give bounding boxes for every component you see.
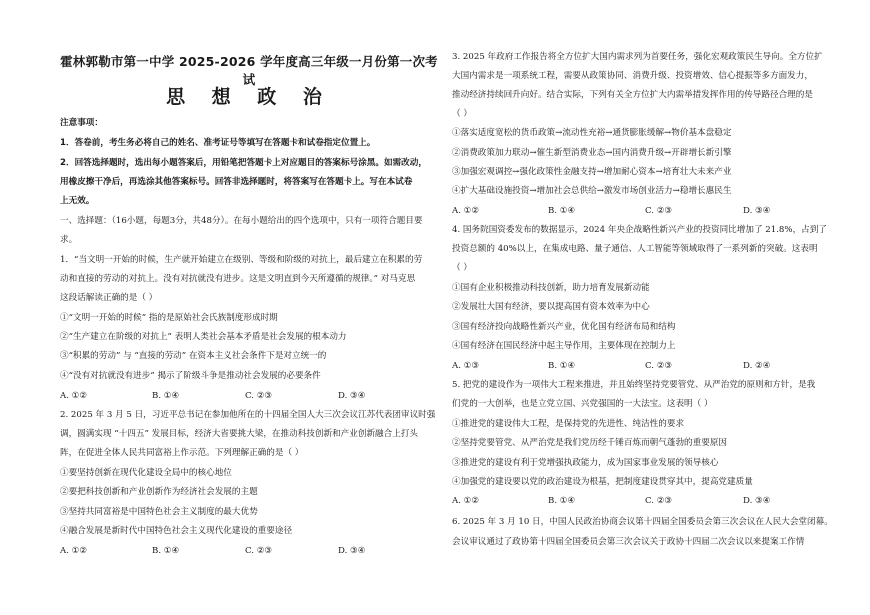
section-instructions-1: 一、选择题：（16小题，每题3分，共48分）。在每小题给出的四个选项中，只有一项符合题目要 <box>60 216 423 226</box>
q2-option-a: A. ①② <box>60 546 88 556</box>
q3-option-c: C. ②③ <box>645 206 673 216</box>
q3-stem-3: 推动经济持续回升向好。结合实际，下列有关全方位扩大内需举措发挥作用的传导路径合理的是 <box>452 90 813 100</box>
q6-stem-2: 会议审议通过了政协第十四届全国委员会第三次会议关于政协十四届二次会议以来提案工作情 <box>452 537 805 547</box>
q4-stem-2: 投资总额的 40%以上，在集成电路、量子通信、人工智能等领域取得了一系列新的突破。这表明 <box>452 244 818 254</box>
section-instructions-2: 求。 <box>60 235 78 245</box>
q3-statement-4: ④扩大基础设施投资→增加社会总供给→激发市场创业活力→稳增长惠民生 <box>452 186 732 196</box>
q3-option-b: B. ①④ <box>548 206 576 216</box>
q3-statement-2: ②消费政策加力联动→催生新型消费业态→国内消费升级→开辟增长新引擎 <box>452 148 732 158</box>
q2-option-c: C. ②③ <box>245 546 273 556</box>
q2-option-d: D. ③④ <box>338 546 366 556</box>
q1-stem-1: 1．“当文明一开始的时候，生产就开始建立在级别、等级和阶级的对抗上，最后建立在积累的劳 <box>60 255 423 265</box>
note-2-line-3: 上无效。 <box>60 196 95 206</box>
notes-heading: 注意事项： <box>60 118 103 128</box>
q4-statement-2: ②发展壮大国有经济，要以提高国有资本效率为中心 <box>452 302 650 312</box>
q5-option-c: C. ②③ <box>645 496 673 506</box>
q1-stem-2: 动和直接的劳动的对抗上。没有对抗就没有进步。这是文明直到今天所遵循的规律。” 对马克思 <box>60 274 416 284</box>
q3-stem-2: 大国内需求是一项系统工程，需要从政策协同、消费升级、投资增效、信心提振等多方面发力， <box>452 71 813 81</box>
q4-option-b: B. ①④ <box>548 361 576 371</box>
q5-option-d: D. ③④ <box>743 496 771 506</box>
q2-option-b: B. ①④ <box>152 546 180 556</box>
note-2-line-1: 2．回答选择题时，选出每小题答案后，用铅笔把答题卡上对应题目的答案标号涂黑。如需改动， <box>60 158 427 168</box>
q1-statement-3: ③“积累的劳动” 与 “直接的劳动” 在资本主义社会条件下是对立统一的 <box>60 351 327 361</box>
q5-option-a: A. ①② <box>452 496 480 506</box>
q2-statement-4: ④融合发展是新时代中国特色社会主义现代化建设的重要途径 <box>60 526 293 536</box>
q1-option-d: D. ③④ <box>338 391 366 401</box>
q3-stem-1: 3. 2025 年政府工作报告将全方位扩大国内需求列为首要任务，强化宏观政策民生导向。全方位扩 <box>452 52 823 62</box>
q2-statement-2: ②要把科技创新和产业创新作为经济社会发展的主题 <box>60 487 258 497</box>
q2-stem-1: 2. 2025 年 3 月 5 日，习近平总书记在参加他所在的十四届全国人大三次会议江苏代表团审议时强 <box>60 410 436 420</box>
q5-stem-2: 们党的一大创举，也是立党立国、兴党强国的一大法宝。这表明（ ） <box>452 399 713 409</box>
q4-option-d: D. ②④ <box>743 361 771 371</box>
q3-stem-4: （ ） <box>452 109 472 119</box>
exam-title: 霍林郭勒市第一中学 2025-2026 学年度高三年级一月份第一次考试 <box>60 54 438 87</box>
note-2-line-2: 用橡皮擦干净后，再选涂其他答案标号。回答非选择题时，将答案写在答题卡上。写在本试卷 <box>60 177 413 187</box>
q4-statement-1: ①国有企业积极推动科技创新，助力培育发展新动能 <box>452 283 650 293</box>
subject-title: 思 想 政 治 <box>166 86 332 108</box>
q5-stem-1: 5. 把党的建设作为一项伟大工程来推进，并且始终坚持党要管党、从严治党的原则和方针，是我 <box>452 380 816 390</box>
q2-statement-1: ①要坚持创新在现代化建设全局中的核心地位 <box>60 468 232 478</box>
q2-statement-3: ③坚持共同富裕是中国特色社会主义制度的最大优势 <box>60 507 258 517</box>
q1-option-c: C. ②③ <box>245 391 273 401</box>
q1-statement-2: ②“生产建立在阶级的对抗上” 表明人类社会基本矛盾是社会发展的根本动力 <box>60 332 347 342</box>
q5-statement-1: ①推进党的建设伟大工程，是保持党的先进性、纯洁性的要求 <box>452 419 685 429</box>
q5-statement-3: ③推进党的建设有利于党增强执政能力，成为国家事业发展的领导核心 <box>452 458 719 468</box>
q1-statement-4: ④“没有对抗就没有进步” 揭示了阶级斗争是推动社会发展的必要条件 <box>60 371 321 381</box>
q5-statement-4: ④加强党的建设要以党的政治建设为根基，把制度建设贯穿其中，提高党建质量 <box>452 477 753 487</box>
q3-statement-1: ①落实适度宽松的货币政策→流动性充裕→通货膨胀缓解→物价基本盘稳定 <box>452 128 732 138</box>
q1-stem-3: 这段话解读正确的是（ ） <box>60 293 158 303</box>
q5-option-b: B. ①④ <box>548 496 576 506</box>
q4-stem-3: （ ） <box>452 263 472 273</box>
q3-statement-3: ③加强宏观调控→强化政策性金融支持→增加耐心资本→培育壮大未来产业 <box>452 167 732 177</box>
q2-stem-2: 调，圆满实现 “十四五” 发展目标，经济大省要挑大梁，在推动科技创新和产业创新融合上打头 <box>60 429 419 439</box>
q1-option-a: A. ①② <box>60 391 88 401</box>
q3-option-d: D. ③④ <box>743 206 771 216</box>
q2-stem-3: 阵，在促进全体人民共同富裕上作示范。下列理解正确的是（ ） <box>60 448 304 458</box>
q4-statement-4: ④国有经济在国民经济中起主导作用，主要体现在控制力上 <box>452 341 676 351</box>
q4-option-c: C. ②③ <box>645 361 673 371</box>
q1-option-b: B. ①④ <box>152 391 180 401</box>
q1-statement-1: ①“文明一开始的时候” 指的是原始社会氏族制度形成时期 <box>60 313 278 323</box>
q5-statement-2: ②坚持党要管党、从严治党是我们党历经千锤百炼而朝气蓬勃的重要原因 <box>452 438 728 448</box>
q3-option-a: A. ①② <box>452 206 480 216</box>
q4-stem-1: 4. 国务院国资委发布的数据显示，2024 年央企战略性新兴产业的投资同比增加了 21.8%，占到了 <box>452 225 827 235</box>
q4-statement-3: ③国有经济投向战略性新兴产业，优化国有经济布局和结构 <box>452 322 676 332</box>
q4-option-a: A. ①③ <box>452 361 480 371</box>
q6-stem-1: 6. 2025 年 3 月 10 日，中国人民政治协商会议第十四届全国委员会第三次会议在人民大会堂闭幕。 <box>452 517 833 527</box>
note-1: 1．答卷前，考生务必将自己的姓名、准考证号等填写在答题卡和试卷指定位置上。 <box>60 138 376 148</box>
